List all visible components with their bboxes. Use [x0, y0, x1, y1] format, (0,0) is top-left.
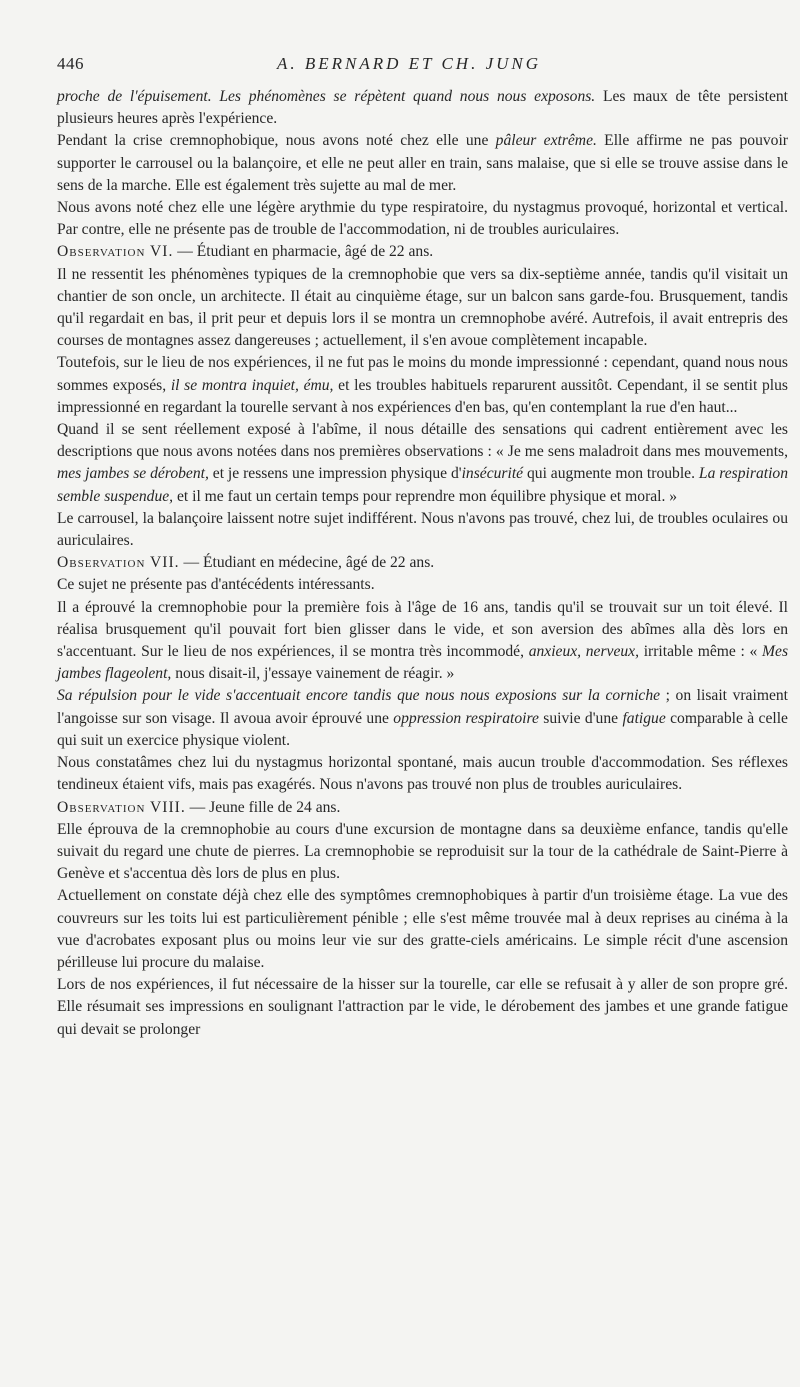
text-segment: oppression respiratoire	[393, 709, 539, 727]
text-segment: La respiration semble suspendue,	[57, 465, 789, 505]
paragraph	[57, 574, 788, 596]
running-head: A. BERNARD ET CH. JUNG	[277, 54, 542, 73]
text-segment: Il ne ressentit les phénomènes typiques de la cremnophobie que vers sa dix-septième année, tandis qu'il visitait un chantier de son oncle, un architecte. Il était au cinquième étage, sur un balcon sans garde-fou. Brusquement, tandis qu'il regardait en bas, il prit peur et depuis lors il se montra un cremnophobe avéré. Autrefois, il avait entrepris des courses de montagnes assez dangereuses ; actuellement, il s'en avoue complètement incapable.	[57, 265, 788, 350]
text-segment: et je ressens une impression physique d'	[208, 465, 462, 483]
text-segment: insécurité	[461, 465, 524, 483]
text-segment: — Étudiant en pharmacie, âgé de 22 ans.	[173, 243, 434, 261]
text-segment: proche de l'épuisement. Les phénomènes se répètent quand nous nous exposons.	[57, 88, 596, 105]
paragraph	[57, 974, 788, 1041]
text-segment: fatigue	[622, 709, 666, 727]
page-number: 446	[57, 54, 84, 73]
text-segment: — Jeune fille de 24 ans.	[185, 798, 341, 816]
text-segment: Le carrousel, la balançoire laissent notre sujet indifférent. Nous n'avons pas trouvé, chez lui, de troubles oculaires ou auriculaires.	[57, 509, 788, 550]
paragraph	[57, 86, 788, 130]
paragraph	[57, 752, 788, 796]
text-segment: suivie d'une	[538, 709, 623, 727]
text-segment: Nous constatâmes chez lui du nystagmus horizontal spontané, mais aucun trouble d'accommodation. Ses réflexes tendineux étaient vifs, mais pas exagérés. Nous n'avons pas trouvé non plus de troubles auriculaires.	[57, 754, 788, 794]
text-segment: qui augmente mon trouble.	[523, 465, 699, 483]
paragraph	[57, 508, 788, 552]
text-segment: Actuellement on constate déjà chez elle des symptômes cremnophobiques à partir d'un troisième étage. La vue des couvreurs sur les toits lui est particulièrement pénible ; elle s'est même trouvée mal à deux reprises au cinéma à la vue d'acrobates exposant plus ou moins leur vie sur des gratte-ciels américains. Le simple récit d'une ascension périlleuse lui procure du malaise.	[57, 887, 788, 971]
text-segment: — Étudiant en médecine, âgé de 22 ans.	[179, 554, 435, 572]
text-segment: anxieux, nerveux,	[528, 643, 640, 661]
text-segment: Il a éprouvé la cremnophobie pour la première fois à l'âge de 16 ans, tandis qu'il se trouvait sur un toit élevé. Il réalisa brusquement qu'il pouvait fort bien glisser dans le vide, et son aversion des abîmes alla dès lors en s'accentuant. Sur le lieu de nos expériences, il se montra très incommodé,	[57, 598, 788, 661]
text-segment: Quand il se sent réellement exposé à l'abîme, il nous détaille des sensations qui cadrent entièrement avec les descriptions que nous avons notées dans nos premières observations : « Je me sens maladroit dans mes mouvements,	[57, 421, 788, 461]
observation-title: Observation VII.	[57, 554, 180, 572]
text-segment: Sa répulsion pour le vide s'accentuait encore tandis que nous nous exposions sur la corniche	[57, 687, 661, 705]
text-segment: Nous avons noté chez elle une légère arythmie du type respiratoire, du nystagmus provoqué, horizontal et vertical. Par contre, elle ne présente pas de trouble de l'accommodation, ni de troubles auriculaires.	[57, 199, 788, 239]
text-segment: Ce sujet ne présente pas d'antécédents intéressants.	[57, 576, 375, 594]
text-segment: Elle affirme ne pas pouvoir supporter le carrousel ou la balançoire, et elle ne peut aller en train, sans malaise, que si elle se trouve assise dans le sens de la marche. Elle est également très sujette au mal de mer.	[57, 132, 788, 194]
paragraph	[57, 685, 788, 752]
text-segment: et les troubles habituels reparurent aussitôt. Cependant, il se sentit plus impressionné en regardant la tourelle servant à nos expériences d'en bas, qu'en contemplant la rue d'en haut...	[57, 376, 789, 416]
paragraph	[57, 597, 788, 686]
paragraph	[57, 419, 788, 508]
text-segment: et il me faut un certain temps pour reprendre mon équilibre physique et moral. »	[173, 487, 678, 505]
paragraph	[57, 885, 788, 974]
text-segment: il se montra inquiet, ému,	[170, 376, 334, 394]
text-segment: mes jambes se dérobent,	[57, 465, 209, 483]
paragraph	[57, 264, 788, 353]
paragraph	[57, 197, 788, 241]
text-segment: Lors de nos expériences, il fut nécessaire de la hisser sur la tourelle, car elle se refusait à y aller de son propre gré. Elle résumait ses impressions en soulignant l'attraction par le vide, le dérobement des jambes et une grande fatigue qui devait se prolonger	[57, 976, 788, 1038]
text-segment: Elle éprouva de la cremnophobie au cours d'une excursion de montagne dans sa deuxième enfance, tandis qu'elle suivait du regard une chute de pierres. La cremnophobie se reproduisit sur la tour de la cathédrale de Saint-Pierre à Genève et s'accentua dès lors de plus en plus.	[57, 820, 788, 883]
observation-title: Observation VI.	[57, 243, 174, 261]
paragraph	[57, 352, 788, 419]
text-segment: ; on lisait vraiment l'angoisse sur son visage. Il avoua avoir éprouvé une	[57, 687, 788, 727]
paragraph	[57, 797, 788, 819]
paragraph	[57, 241, 788, 263]
text-segment: nous disait-il, j'essaye vainement de réagir. »	[171, 665, 455, 683]
paragraph	[57, 819, 788, 886]
text-segment: Mes jambes flageolent,	[57, 643, 789, 683]
body-text	[57, 86, 788, 1041]
paragraph	[57, 130, 788, 197]
page-header	[57, 54, 788, 84]
paragraph	[57, 552, 788, 574]
observation-title: Observation VIII.	[57, 798, 186, 816]
text-segment: irritable même : «	[639, 643, 763, 661]
text-segment: comparable à celle qui suit un exercice physique violent.	[57, 709, 788, 749]
text-segment: Toutefois, sur le lieu de nos expériences, il ne fut pas le moins du monde impressionné : cependant, quand nous nous sommes exposés,	[57, 354, 788, 394]
text-segment: pâleur extrême.	[495, 132, 597, 150]
text-segment: Pendant la crise cremnophobique, nous avons noté chez elle une	[57, 132, 496, 150]
text-segment: Les maux de tête persistent plusieurs heures après l'expérience.	[57, 88, 788, 128]
